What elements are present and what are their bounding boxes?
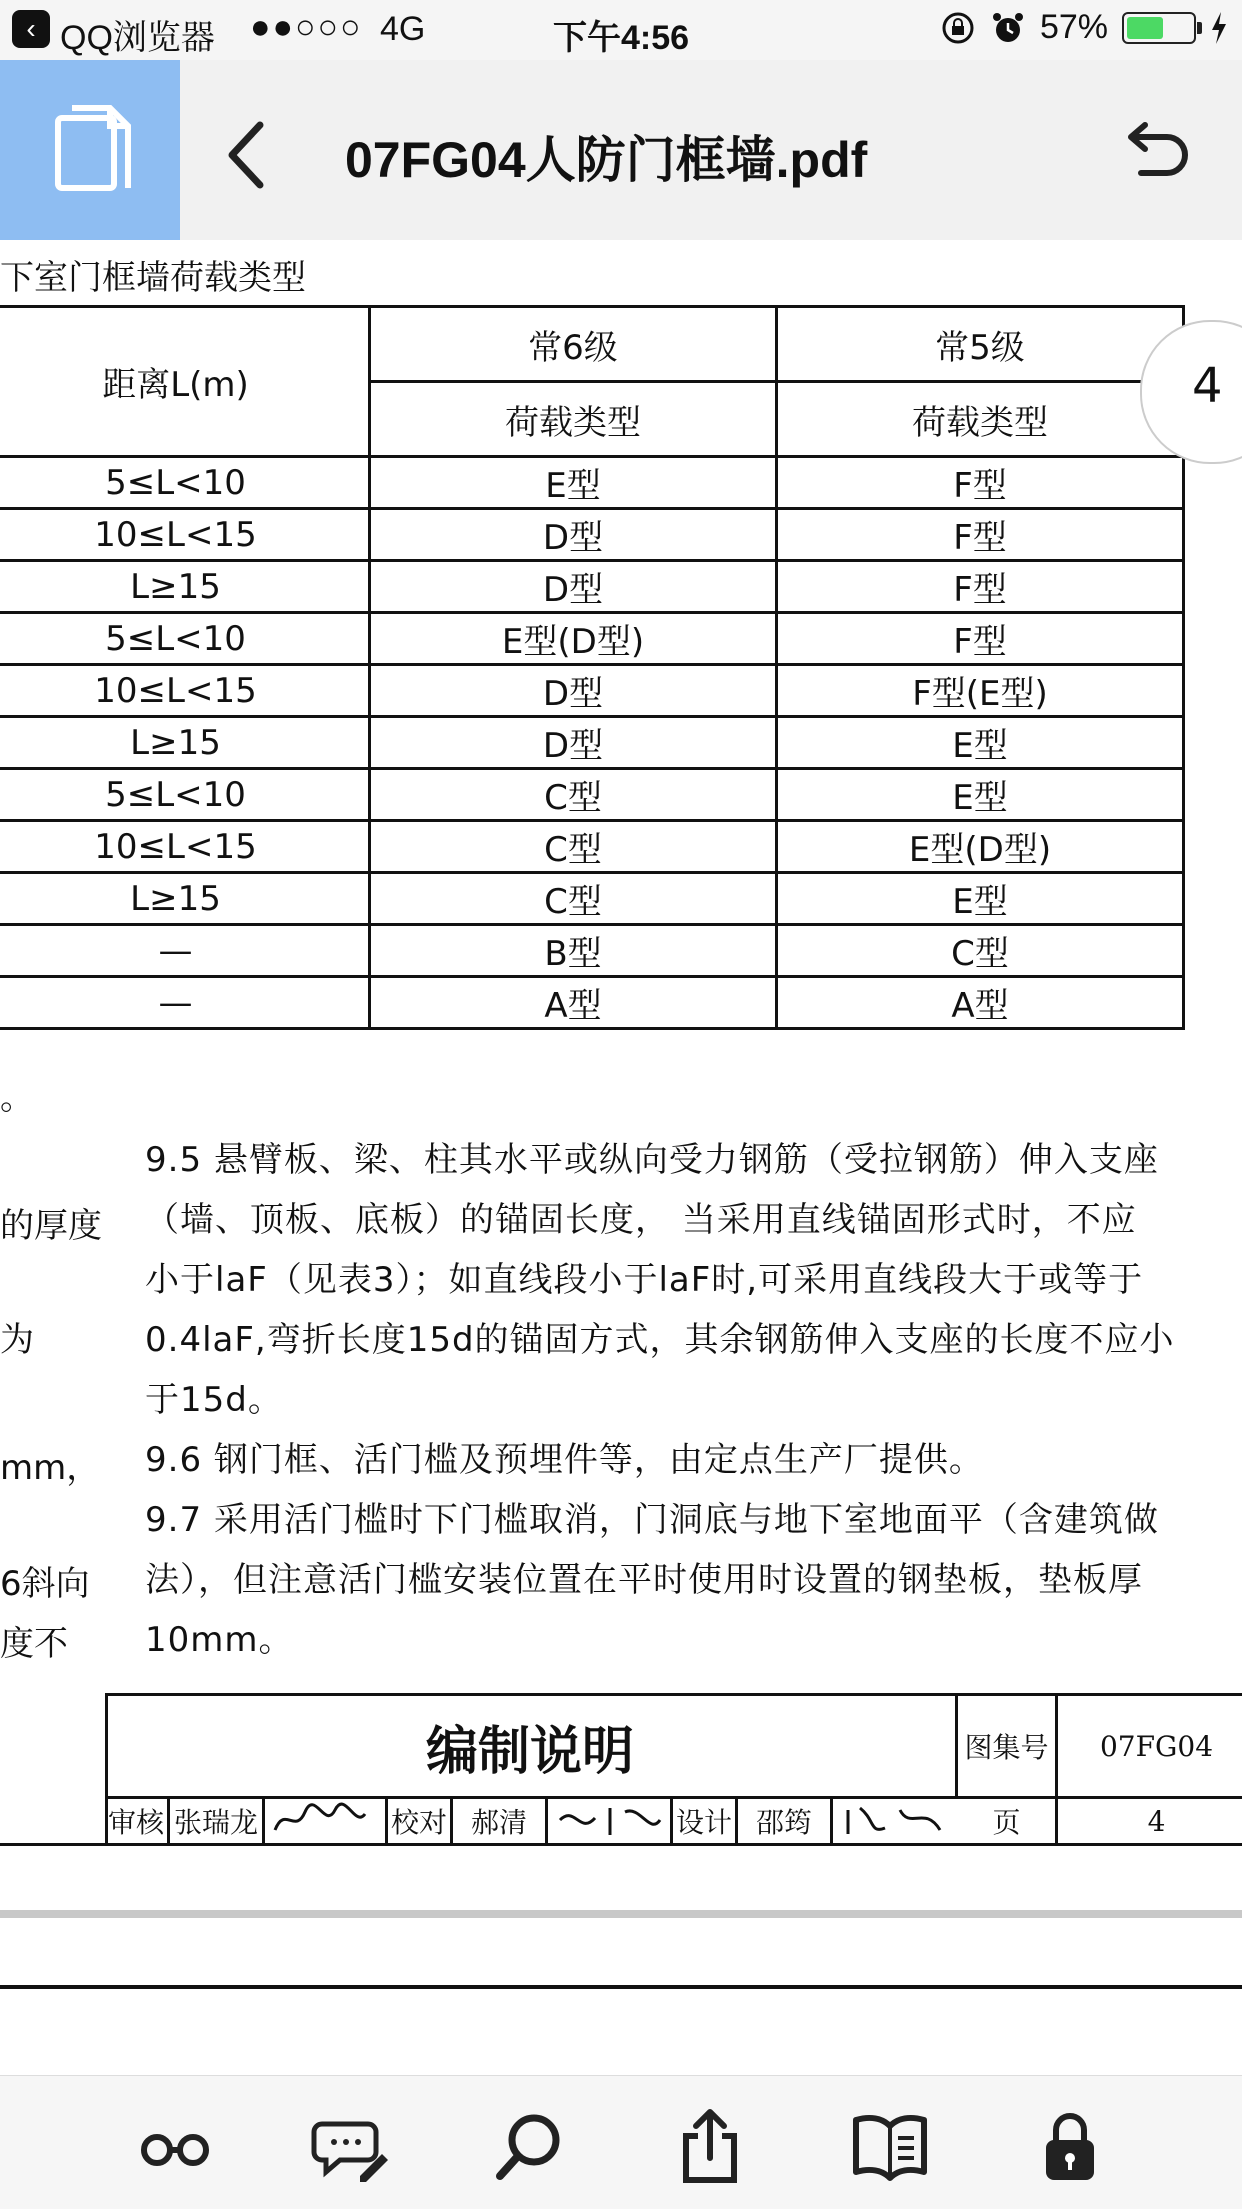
header-level5: 常5级	[777, 307, 1184, 382]
cell-level6: D型	[370, 509, 777, 561]
left-fragment: 为	[0, 1320, 34, 1360]
table-row	[0, 925, 1184, 977]
design-label: 设计	[675, 1806, 732, 1839]
cell-level6: A型	[370, 977, 777, 1029]
network-type: 4G	[380, 10, 426, 48]
table-row	[0, 873, 1184, 925]
check-name: 郝清	[470, 1806, 527, 1839]
paragraph-line: 法），但注意活门槛安装位置在平时使用时设置的钢垫板，垫板厚	[145, 1560, 1143, 1600]
reading-glasses-icon[interactable]	[135, 2106, 215, 2186]
cell-distance: —	[0, 977, 370, 1029]
cell-level6: D型	[370, 561, 777, 613]
paragraph-line: （墙、顶板、底板）的锚固长度， 当采用直线锚固形式时，不应	[145, 1200, 1137, 1240]
cell-distance: 10≤L<15	[0, 665, 370, 717]
cell-distance: 5≤L<10	[0, 769, 370, 821]
charging-bolt-icon	[1210, 12, 1228, 44]
next-page-border	[0, 1985, 1242, 1989]
bookmarks-icon[interactable]	[850, 2106, 930, 2186]
cell-level6: E型(D型)	[370, 613, 777, 665]
cell-level5: F型	[777, 509, 1184, 561]
paragraph-line: 9.6 钢门框、活门槛及预埋件等，由定点生产厂提供。	[145, 1440, 984, 1480]
cell-distance: 5≤L<10	[0, 457, 370, 509]
cell-level6: D型	[370, 717, 777, 769]
drawing-title-block	[105, 1693, 1242, 1846]
review-label: 审核	[107, 1806, 164, 1839]
header-level6-sub: 荷载类型	[370, 382, 777, 457]
status-right-group	[940, 8, 1228, 47]
cell-level6: E型	[370, 457, 777, 509]
paragraph-line: 0.4laF,弯折长度15d的锚固方式，其余钢筋伸入支座的长度不应小	[145, 1320, 1175, 1360]
cell-level5: C型	[777, 925, 1184, 977]
cell-level5: A型	[777, 977, 1184, 1029]
table-row	[0, 509, 1184, 561]
cell-level6: B型	[370, 925, 777, 977]
cell-level5: E型	[777, 769, 1184, 821]
table-row	[0, 821, 1184, 873]
cell-distance: L≥15	[0, 717, 370, 769]
check-label: 校对	[390, 1806, 447, 1839]
design-name: 邵筠	[755, 1806, 812, 1839]
status-app-name[interactable]: QQ浏览器	[60, 19, 215, 57]
status-time: 下午4:56	[552, 19, 690, 57]
paragraph-line: 于15d。	[145, 1380, 283, 1420]
alarm-icon	[990, 10, 1026, 46]
document-title: 07FG04人防门框墙.pdf	[345, 132, 868, 188]
rotation-lock-icon	[940, 10, 976, 46]
battery-icon	[1122, 12, 1196, 44]
left-fragment: 的厚度	[0, 1206, 102, 1246]
comment-icon[interactable]	[310, 2106, 390, 2186]
page-value: 4	[1147, 1804, 1166, 1838]
search-icon[interactable]	[490, 2106, 570, 2186]
cell-level5: F型(E型)	[777, 665, 1184, 717]
bottom-toolbar	[0, 2075, 1242, 2209]
left-fragment: mm，	[0, 1448, 101, 1488]
cell-distance: L≥15	[0, 561, 370, 613]
review-name: 张瑞龙	[173, 1806, 258, 1839]
cell-level6: C型	[370, 821, 777, 873]
table-row	[0, 665, 1184, 717]
atlas-label: 图集号	[964, 1731, 1049, 1764]
cell-level5: F型	[777, 561, 1184, 613]
cell-level6: D型	[370, 665, 777, 717]
left-fragment: 。	[0, 1078, 34, 1118]
document-icon	[0, 60, 180, 240]
paragraph-line: 10mm。	[145, 1620, 294, 1660]
back-to-app-icon[interactable]: ‹	[12, 10, 50, 48]
atlas-value: 07FG04	[1099, 1729, 1214, 1763]
pdf-page[interactable]	[0, 240, 1242, 2075]
battery-percent: 57%	[1039, 8, 1108, 46]
header-distance: 距离L(m)	[0, 307, 370, 457]
cell-level5: E型(D型)	[777, 821, 1184, 873]
cell-distance: 10≤L<15	[0, 821, 370, 873]
page-label: 页	[992, 1806, 1021, 1839]
table-row	[0, 561, 1184, 613]
lock-icon[interactable]	[1030, 2106, 1110, 2186]
header-level5-sub: 荷载类型	[777, 382, 1184, 457]
paragraph-line: 9.7 采用活门槛时下门槛取消，门洞底与地下室地面平（含建筑做	[145, 1500, 1159, 1540]
document-icon-button[interactable]	[0, 60, 180, 240]
undo-icon[interactable]	[1115, 115, 1195, 195]
table-row	[0, 613, 1184, 665]
review-signature-icon	[270, 1800, 370, 1840]
cell-level5: E型	[777, 717, 1184, 769]
status-bar	[0, 0, 1242, 60]
title-block-title: 编制说明	[105, 1696, 958, 1796]
table-row	[0, 457, 1184, 509]
signal-strength: ●●○○○	[250, 8, 363, 46]
left-fragment: 度不	[0, 1624, 68, 1664]
load-type-table	[0, 305, 1185, 1030]
table-row	[0, 769, 1184, 821]
cell-level5: E型	[777, 873, 1184, 925]
paragraph-line: 9.5 悬臂板、梁、柱其水平或纵向受力钢筋（受拉钢筋）伸入支座	[145, 1140, 1159, 1180]
paragraph-line: 小于laF（见表3）；如直线段小于laF时,可采用直线段大于或等于	[145, 1260, 1144, 1300]
cell-level5: F型	[777, 457, 1184, 509]
cell-distance: 10≤L<15	[0, 509, 370, 561]
cell-level6: C型	[370, 873, 777, 925]
table-heading: 下室门框墙荷载类型	[0, 258, 306, 298]
cell-distance: 5≤L<10	[0, 613, 370, 665]
left-fragment: 6斜向	[0, 1564, 90, 1604]
cell-level6: C型	[370, 769, 777, 821]
share-icon[interactable]	[670, 2106, 750, 2186]
back-chevron-icon[interactable]	[220, 115, 270, 195]
table-row	[0, 977, 1184, 1029]
nav-bar	[0, 60, 1242, 240]
table-row	[0, 717, 1184, 769]
page-number: 4	[1192, 358, 1223, 414]
page-separator	[0, 1910, 1242, 1918]
cell-level5: F型	[777, 613, 1184, 665]
cell-distance: —	[0, 925, 370, 977]
check-signature-icon	[555, 1800, 665, 1840]
header-level6: 常6级	[370, 307, 777, 382]
design-signature-icon	[840, 1800, 950, 1840]
cell-distance: L≥15	[0, 873, 370, 925]
